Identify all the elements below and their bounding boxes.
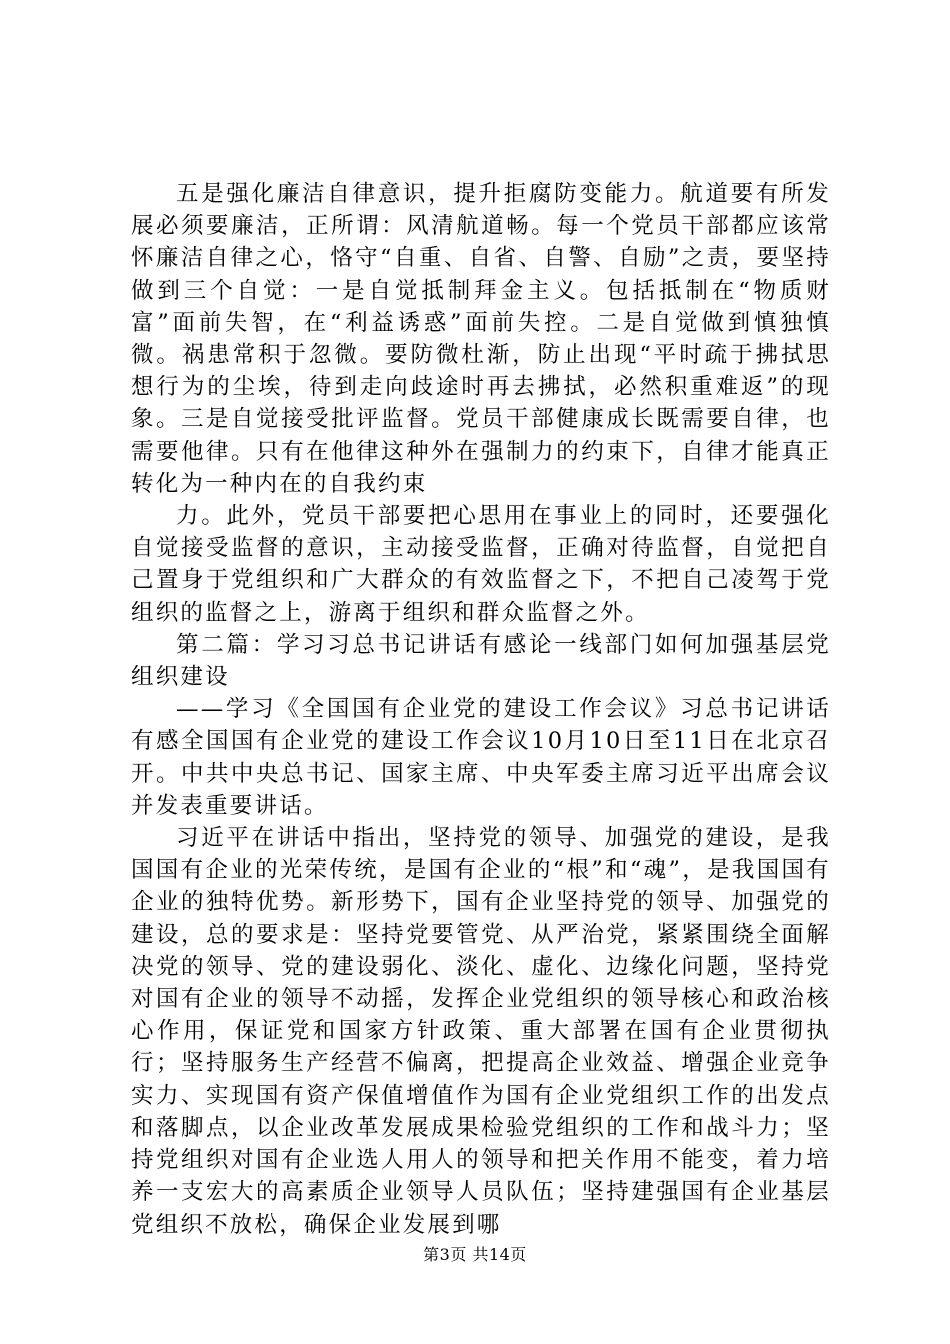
paragraph-integrity-self-discipline: 五是强化廉洁自律意识，提升拒腐防变能力。航道要有所发展必须要廉洁，正所谓：风清航道畅。每一个党员干部都应该常怀廉洁自律之心，恪守“自重、自省、自警、自励”之责，要坚持做到三个自觉：一是自觉抵制拜金主义。包括抵制在“物质财富”面前失智，在“利益诱惑”面前失控。二是自觉做到慎独慎微。祸患常积于忽微。要防微杜渐，防止出现“平时疏于拂拭思想行为的尘埃，待到走向歧途时再去拂拭，必然积重难返”的现象。三是自觉接受批评监督。党员干部健康成长既需要自律，也需要他律。只有在他律这种外在强制力的约束下，自律才能真正转化为一种内在的自我约束 bbox=[131, 181, 831, 497]
paragraph-subtitle-meeting: ——学习《全国国有企业党的建设工作会议》习总书记讲话有感全国国有企业党的建设工作会议10月10日至11日在北京召开。中共中央总书记、国家主席、中央军委主席习近平出席会议并发表重要讲话。 bbox=[131, 696, 831, 819]
section-heading-part-two: 第二篇：学习习总书记讲话有感论一线部门如何加强基层党组织建设 bbox=[131, 631, 831, 691]
paragraph-speech-content: 习近平在讲话中指出，坚持党的领导、加强党的建设，是我国国有企业的光荣传统，是国有企业的“根”和“魂”，是我国国有企业的独特优势。新形势下，国有企业坚持党的领导、加强党的建设，总的要求是：坚持党要管党、从严治党，紧紧围绕全面解决党的领导、党的建设弱化、淡化、虚化、边缘化问题，坚持党对国有企业的领导不动摇，发挥企业党组织的领导核心和政治核心作用，保证党和国家方针政策、重大部署在国有企业贯彻执行；坚持服务生产经营不偏离，把提高企业效益、增强企业竞争实力、实现国有资产保值增值作为国有企业党组织工作的出发点和落脚点，以企业改革发展成果检验党组织的工作和战斗力；坚持党组织对国有企业选人用人的领导和把关作用不能变，着力培养一支宏大的高素质企业领导人员队伍；坚持建强国有企业基层党组织不放松，确保企业发展到哪 bbox=[131, 825, 831, 1238]
page-number-footer: 第3页 共14页 bbox=[423, 1245, 527, 1264]
paragraph-accept-supervision: 力。此外，党员干部要把心思用在事业上的同时，还要强化自觉接受监督的意识，主动接受监督，正确对待监督，自觉把自己置身于党组织和广大群众的有效监督之下，不把自己凌驾于党组织的监督之上，游离于组织和群众监督之外。 bbox=[131, 503, 831, 626]
document-body bbox=[131, 178, 831, 1241]
